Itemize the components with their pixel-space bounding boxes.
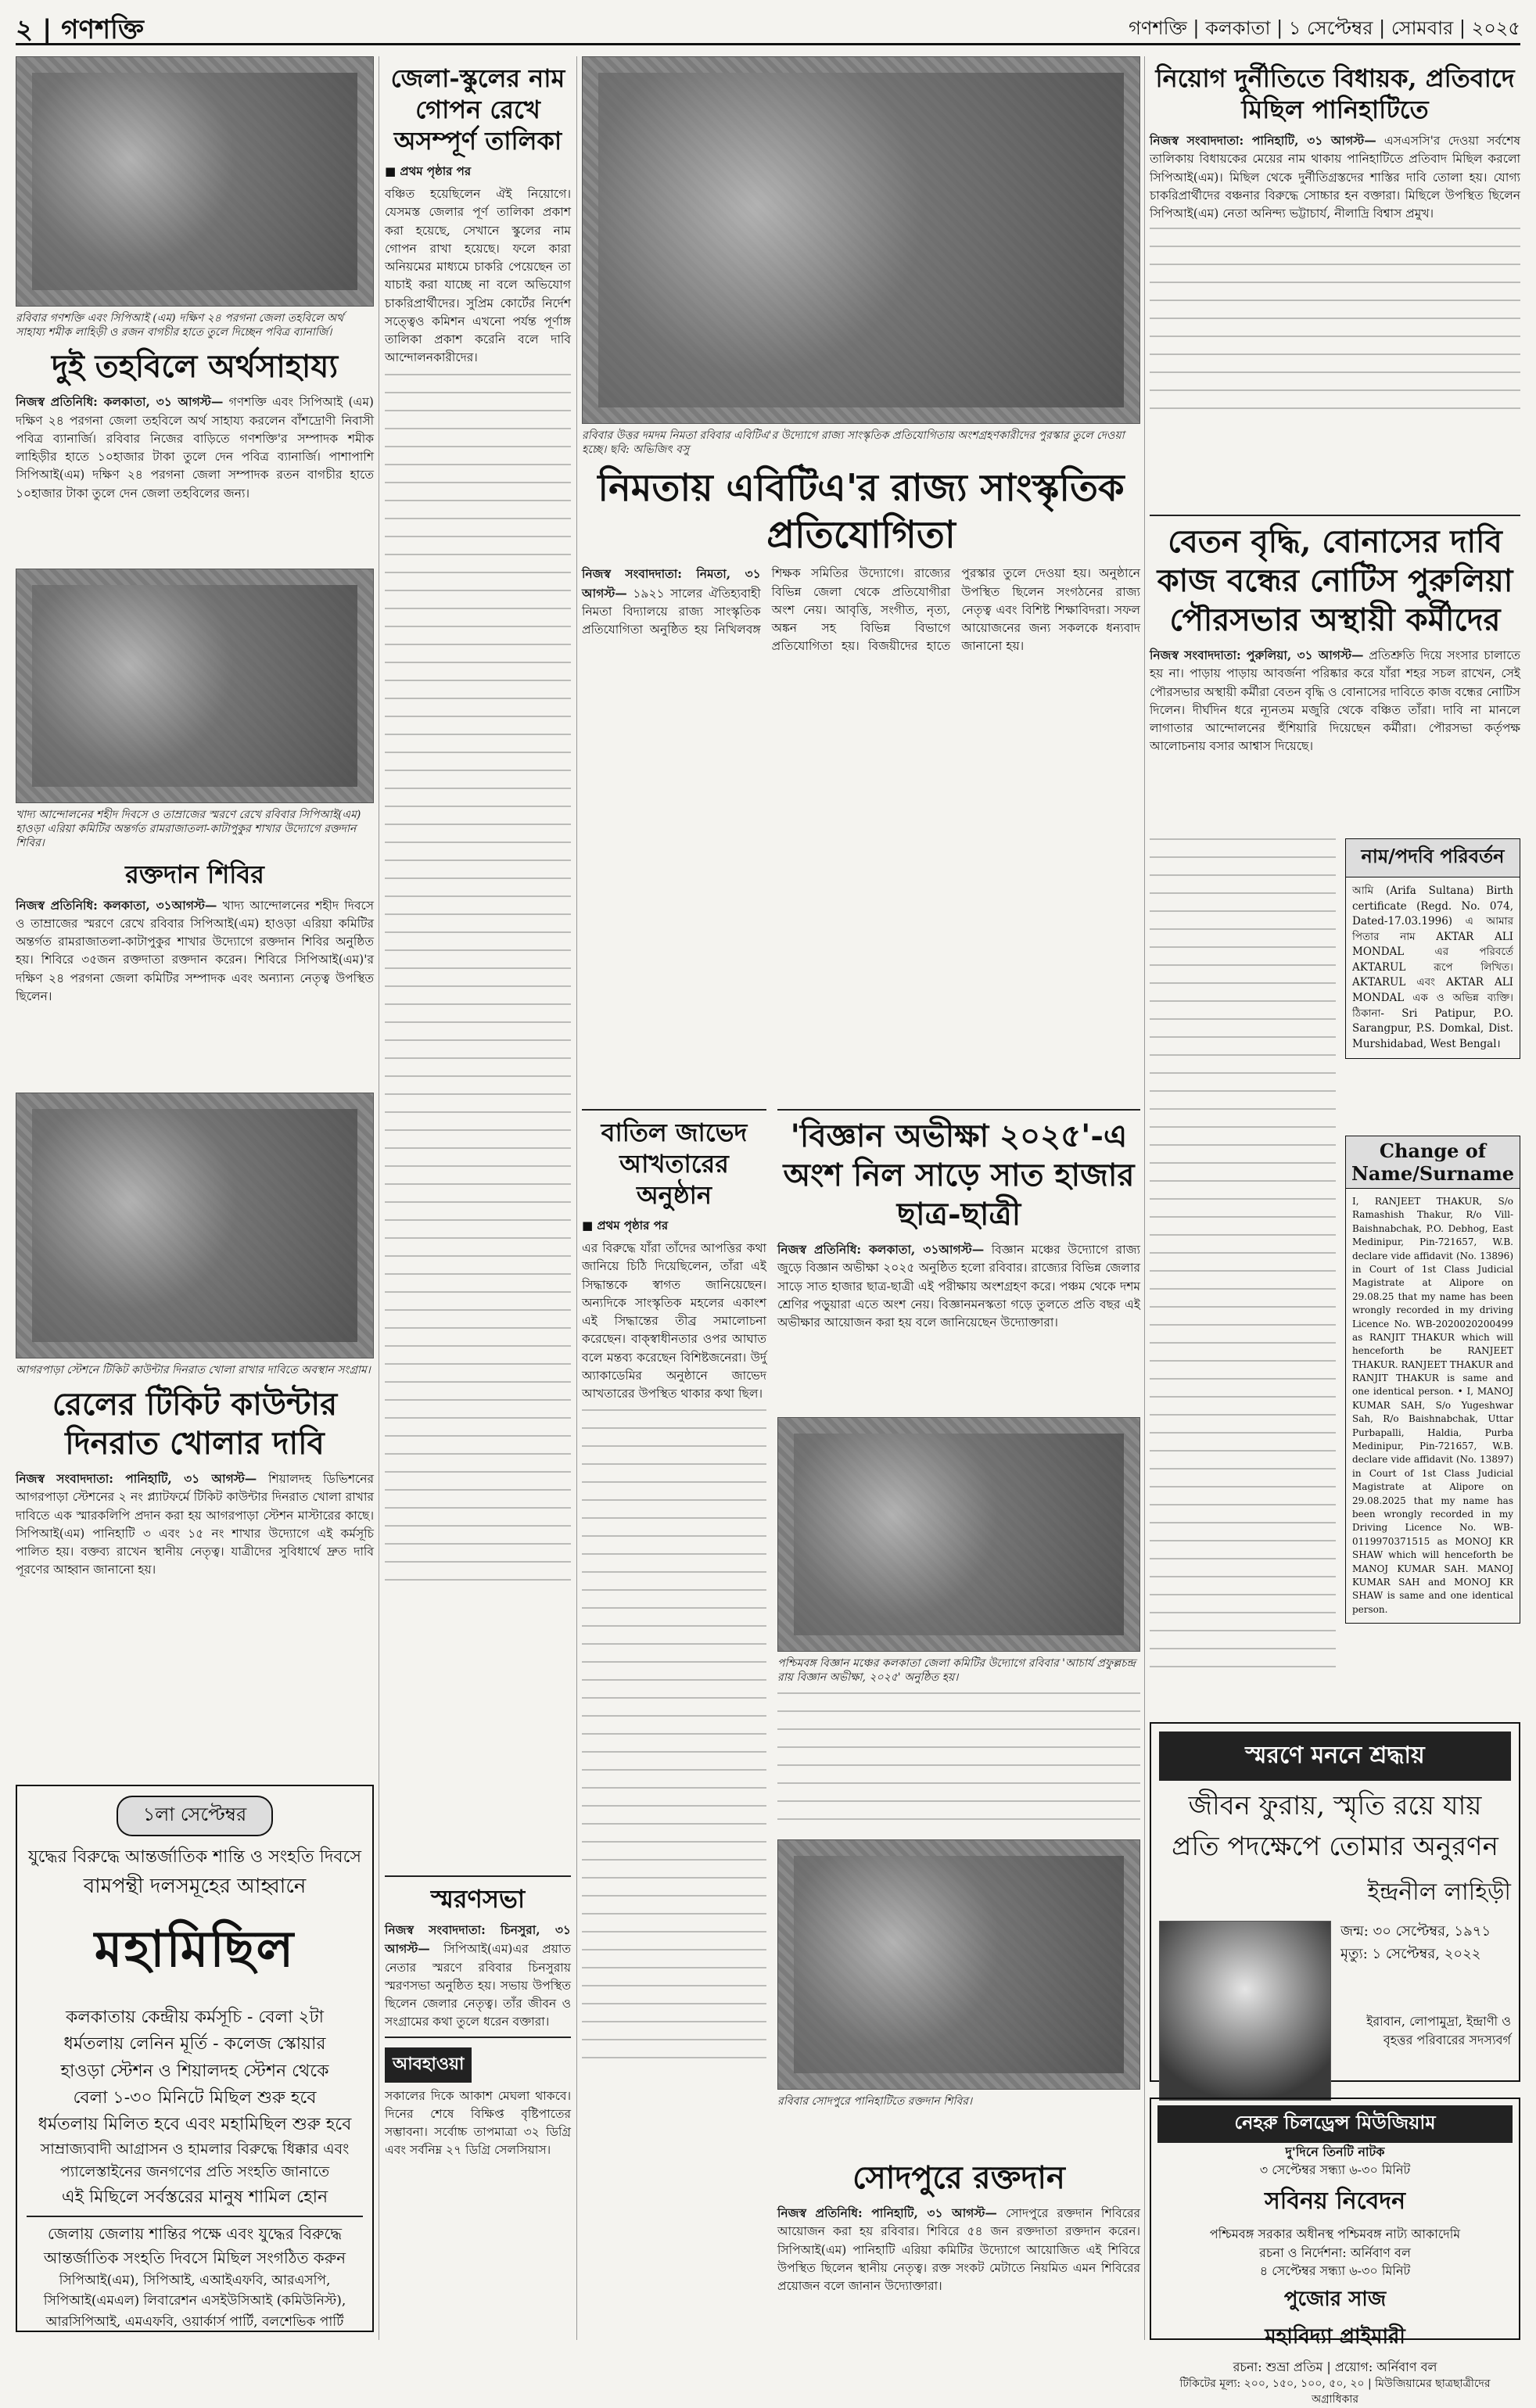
story-text: বিজ্ঞান মঞ্চের উদ্যোগে রাজ্য জুড়ে বিজ্ঞান অভীক্ষা ২০২৫ অনুষ্ঠিত হলো রবিবার। রাজ্যের বিভিন্ন জেলার সাড়ে সাত হাজার ছাত্র-ছাত্রী এই পরীক্ষায় অংশগ্রহণ করে। পঞ্চম থেকে দশম শ্রেণির পড়ুয়ারা এতে অংশ নেয়। বিজ্ঞানমনস্কতা গড়ে তুলতে প্রতি বছর এই অভীক্ষার আয়োজন করা হয় বলে জানিয়েছেন উদ্যোক্তারা। [777,1243,1140,1330]
story-body [16,393,374,503]
story-body [777,2204,1140,2295]
notice-body: আমি (Arifa Sultana) Birth certificate (Regd. No. 074, Dated-17.03.1996) এ আমার পিতার নাম AKTAR ALI MONDAL এর পরিবর্তে AKTARUL রূপে লিখিত। AKTARUL এবং AKTAR ALI MONDAL এক ও অভিন্ন ব্যক্তি। ঠিকানা- Sri Patipur, P.O. Sarangpur, P.S. Domkal, Dist. Murshidabad, West Bengal। [1345,877,1520,1059]
memorial-birth: জন্ম: ৩০ সেপ্টেম্বর, ১৯৭১ [1340,1922,1491,1940]
photo-caption: রবিবার গণশক্তি এবং সিপিআই (এম) দক্ষিণ ২৪ পরগনা জেলা তহবিলে অর্থ সাহায্য শমীক লাহিড়ী ও রজন বাগচীর হাতে তুলে দিচ্ছেন পবিত্র ব্যানার্জি। [16,312,344,339]
weather-body: সকালের দিকে আকাশ মেঘলা থাকবে। দিনের শেষে বিক্ষিপ্ত বৃষ্টিপাতের সম্ভাবনা। সর্বোচ্চ তাপমাত্রা ৩২ ডিগ্রি এবং সর্বনিম্ন ২৭ ডিগ্রি সেলসিয়াস। [385,2088,571,2158]
story-text: সিপিআই(এম)এর প্রয়াত নেতার স্মরণে রবিবার চিনসুরায় স্মরণসভা অনুষ্ঠিত হয়। সভায় উপস্থিত ছিলেন জেলার নেতৃত্ব। তাঁর জীবন ও সংগ্রামের কথা তুলে ধরেন বক্তারা। [385,1942,571,2029]
story-body [1150,646,1520,756]
story-body [16,896,374,1007]
page-number: ২ [16,14,34,45]
theatre-venue: নেহরু চিলড্রেন্স মিউজিয়াম [1157,2105,1513,2143]
ad-title: মহামিছিল [94,1920,296,1979]
photo-caption: রবিবার উত্তর দমদম নিমতা রবিবার এবিটিএ'র উদ্যোগে রাজ্য সাংস্কৃতিক প্রতিযোগিতায় অংশগ্রহণকারীদের পুরস্কার তুলে দেওয়া হচ্ছে। ছবি: অভিজিৎ বসু [582,429,1125,457]
theatre-play-title: পুজোর সাজ [1283,2287,1387,2311]
story-byline: নিজস্ব প্রতিনিধি: কলকাতা, ৩১আগস্ট— [16,897,217,913]
body-text-filler [1150,838,1336,1182]
ad-line: বেলা ১-৩০ মিনিটে মিছিল শুরু হবে [73,2087,317,2108]
story-body [1150,131,1520,223]
continued-marker: ■ প্রথম পৃষ্ঠার পর [582,1218,669,1233]
memorial-poem-line: জীবন ফুরায়, স্মৃতি রয়ে যায় [1188,1790,1482,1821]
body-text-filler [385,374,571,1594]
theatre-line: দু'দিনে তিনটি নাটক [1285,2144,1385,2159]
competition-photo [582,56,1140,424]
body-text-filler [1150,228,1520,415]
column-rule [576,56,577,2340]
memorial-notice [1150,1722,1520,2082]
story-text: শিয়ালদহ ডিভিশনের আগরপাড়া স্টেশনের ২ নং প্ল্যাটফর্মে টিকিট কাউন্টার দিনরাত খোলা রাখার দাবিতে এক স্মারকলিপি প্রদান করা হয় আগরপাড়া স্টেশন মাস্টারের কাছে। সিপিআই(এম) পানিহাটি ৩ এবং ১৫ নং শাখার উদ্যোগে এই কর্মসূচি পালিত হয়। বক্তব্য রাখেন স্থানীয় নেতৃত্ব। যাত্রীদের সুবিধার্থে দ্রুত দাবি পূরণের আহ্বান জানানো হয়। [16,1472,374,1577]
story-byline: নিজস্ব সংবাদদাতা: পানিহাটি, ৩১ আগস্ট— [16,1471,257,1487]
story-headline: নিমতায় এবিটিএ'র রাজ্য সাংস্কৃতিক প্রতিযোগিতা [598,466,1125,558]
theatre-play-title: মহাবিদ্যা প্রাইমারী [1265,2324,1405,2349]
story-headline: সোদপুরে রক্তদান [852,2159,1065,2196]
story-body [582,565,1140,655]
station-photo [16,1093,374,1358]
story-text: সোদপুরে রক্তদান শিবিরের আয়োজন করা হয় রবিবার। শিবিরে ৫৪ জন রক্তদাতা রক্তদান করেন। সিপিআই(এম) পানিহাটি এরিয়া কমিটির উদ্যোগে আয়োজিত এই শিবিরে উপস্থিত ছিলেন স্থানীয় নেতৃত্ব। রক্ত সংকট মেটাতে নিয়মিত এমন শিবিরের প্রয়োজন বলে জানান উদ্যোক্তারা। [777,2206,1140,2293]
theatre-line: ৪ সেপ্টেম্বর সন্ধ্যা ৬-৩০ মিনিট [1259,2263,1411,2278]
donation-photo [16,56,374,307]
photo-caption: আগরপাড়া স্টেশনে টিকিট কাউন্টার দিনরাত খোলা রাখার দাবিতে অবস্থান সংগ্রাম। [16,1364,371,1376]
story-text: ১৯২১ সালের ঐতিহ্যবাহী নিমতা বিদ্যালয়ে রাজ্য সাংস্কৃতিক প্রতিযোগিতা অনুষ্ঠিত হয় নিখিলবঙ্গ শিক্ষক সমিতির উদ্যোগে। রাজ্যের বিভিন্ন জেলা থেকে প্রতিযোগীরা অংশ নেয়। আবৃত্তি, সংগীত, নৃত্য, অঙ্কন সহ বিভিন্ন বিভাগে প্রতিযোগিতা হয়। বিজয়ীদের হাতে পুরস্কার তুলে দেওয়া হয়। অনুষ্ঠানে উপস্থিত ছিলেন সংগঠনের রাজ্য নেতৃত্ব এবং বিশিষ্ট শিক্ষাবিদরা। সফল আয়োজনের জন্য সকলকে ধন্যবাদ জানানো হয়। [582,566,1140,654]
story-headline: বাতিল জাভেদ আখতারের অনুষ্ঠান [601,1118,748,1210]
story-headline: রেলের টিকিট কাউন্টার দিনরাত খোলার দাবি [52,1386,338,1462]
story-headline: বেতন বৃদ্ধি, বোনাসের দাবি কাজ বন্ধের নোটিস পুরুলিয়া পৌরসভার অস্থায়ী কর্মীদের [1157,523,1513,638]
story-body [777,1240,1140,1332]
page-number-and-name: ২ | গণশক্তি [16,14,144,45]
column-rule [1144,56,1145,2340]
story-body: বঞ্চিত হয়েছিলেন ঐই নিয়োগে। যেসমস্ত জেলার পূর্ণ তালিকা প্রকাশ করা হয়েছে, সেখানে স্কুলের নাম গোপন রাখা হয়েছে। ফলে কারা অনিয়মের মাধ্যমে চাকরি পেয়েছেন তা যাচাই করা যাচ্ছে না বলে অভিযোগ চাকরিপ্রার্থীদের। সুপ্রিম কোর্টের নির্দেশ সত্ত্বেও কমিশন এখনো পর্যন্ত পূর্ণাঙ্গ তালিকা প্রকাশ করেনি বলে দাবি আন্দোলনকারীদের। [385,187,571,365]
ad-line: বামপন্থী দলসমূহের আহ্বানে [83,1875,307,1899]
story-body: এর বিরুদ্ধে যাঁরা তাঁদের আপত্তির কথা জানিয়ে চিঠি দিয়েছিলেন, তাঁরা এই সিদ্ধান্তকে স্বাগত জানিয়েছেন। অন্যদিকে সাংস্কৃতিক মহলের একাংশ এই সিদ্ধান্তের তীব্র সমালোচনা করেছেন। বাক্‌স্বাধীনতার ওপর আঘাত বলে মন্তব্য করেছেন বিশিষ্টজনেরা। উর্দু অ্যাকাডেমির অনুষ্ঠানে জাভেদ আখতারের উপস্থিত থাকার কথা ছিল। [582,1241,766,1401]
theatre-line: ৩ সেপ্টেম্বর সন্ধ্যা ৬-৩০ মিনিট [1259,2162,1411,2178]
story-byline: নিজস্ব প্রতিনিধি: কলকাতা, ৩১ আগস্ট— [16,394,224,410]
column-3 [582,56,1140,2340]
notice-title: Change of Name/Surname [1345,1136,1520,1189]
memorial-death: মৃত্যু: ১ সেপ্টেম্বর, ২০২২ [1340,1945,1481,1962]
story-headline: 'বিজ্ঞান অভীক্ষা ২০২৫'-এ অংশ নিল সাড়ে সাত হাজার ছাত্র-ছাত্রী [783,1118,1135,1233]
theatre-line: রচনা: শুভ্রা প্রতিম | প্রয়োগ: অর্নিবাণ বল [1233,2359,1437,2374]
column-4 [1150,56,1521,2406]
ad-line: সাম্রাজ্যবাদী আগ্রাসন ও হামলার বিরুদ্ধে ধিক্কার এবং প্যালেস্তাইনের জনগণের প্রতি সংহতি জানাতে [40,2140,350,2181]
science-test-photo [777,1417,1140,1652]
memorial-portrait [1159,1921,1331,2101]
photo-caption: খাদ্য আন্দোলনের শহীদ দিবসে ও তাম্রাজের স্মরণে রেখে রবিবার সিপিআই(এম) হাওড়া এরিয়া কমিটির অন্তর্গত রামরাজাতলা-কাটাপুকুর শাখার উদ্যোগে রক্তদান শিবির। [16,809,361,850]
story-body [16,1470,374,1580]
story-headline: নিয়োগ দুর্নীতিতে বিধায়ক, প্রতিবাদে মিছিল পানিহাটিতে [1155,63,1515,124]
continued-marker: ■ প্রথম পৃষ্ঠার পর [385,164,472,178]
story-byline: নিজস্ব সংবাদদাতা: চিনসুরা, ৩১ আগস্ট— [385,1922,571,1957]
sodepur-photo [777,1839,1140,2090]
photo-caption: রবিবার সোদপুরে পানিহাটিতে রক্তদান শিবির। [777,2095,972,2108]
weather-title: আবহাওয়া [385,2047,472,2083]
body-text-filler [582,1409,766,2074]
blood-donation-photo [16,569,374,803]
notice-body: I, RANJEET THAKUR, S/o Ramashish Thakur, R/o Vill-Baishnabchak, P.O. Debhog, East Medinipur, Pin-721657, W.B. declare vide affidavit (No. 13896) in Court of 1st Class Judicial Magistrate at Alipore on 29.08.25 that my name has been wrongly recorded in my driving Licence No. WB-2020020200499 as RANJIT THAKUR which will henceforth be RANJEET THAKUR. RANJEET THAKUR and RANJIT THAKUR is same and one identical person. • I, MANOJ KUMAR SAH, S/o Yugeshwar Sah, R/o Baishnabchak, Uttar Purbapalli, Haldia, Purba Medinipur, Pin-721657, W.B. declare vide affidavit (No. 13897) in Court of 1st Class Judicial Magistrate at Alipore on 29.08.2025 that my name has been wrongly recorded in my Driving Licence No. WB-0119970371515 as MONOJ KR SHAW which will henceforth be MANOJ KUMAR SAH. MANOJ KUMAR SAH and MONOJ KR SHAW is same and one identical person. [1345,1189,1520,1624]
ad-line: এই মিছিলে সর্বস্তরের মানুষ শামিল হোন [61,2187,328,2207]
memorial-poem-line: প্রতি পদক্ষেপে তোমার অনুরণন [1172,1830,1498,1862]
ad-date-badge: ১লা সেপ্টেম্বর [117,1796,273,1836]
body-text-filler [1150,1198,1336,1667]
rally-advertisement [16,1785,374,2332]
column-1 [16,56,374,2340]
memorial-family: ইরাবান, লোপামুদ্রা, ইন্দ্রাণী ও বৃহত্তর পরিবারের সদস্যবর্গ [1366,2014,1511,2048]
story-headline: রক্তদান শিবির [125,859,264,889]
story-headline: স্মরণসভা [430,1884,526,1914]
story-headline: দুই তহবিলে অর্থসাহায্য [51,348,339,386]
ad-line: ধর্মতলায় লেনিন মূর্তি - কলেজ স্কোয়ার [63,2034,326,2055]
story-text: গণশক্তি এবং সিপিআই (এম) দক্ষিণ ২৪ পরগনা জেলা তহবিলে অর্থ সাহায্য করলেন বাঁশদ্রোণী নিবাসী পবিত্র ব্যানার্জি। রবিবার নিজের বাড়িতে গণশক্তি'র সম্পাদক শমীক লাহিড়ীর হাতে ১০হাজার টাকা তুলে দেন পবিত্র ব্যানার্জি। পাশাপাশি সিপিআই(এম) দক্ষিণ ২৪ পরগনা জেলা সম্পাদক রতন বাগচীর হাতে ১০হাজার টাকা তুলে দেন জেলা তহবিলের জন্য। [16,395,374,501]
story-byline: নিজস্ব সংবাদদাতা: পানিহাটি, ৩১ আগস্ট— [1150,133,1376,148]
theatre-line: টিকিটের মূল্য: ২০০, ১৫০, ১০০, ৫০, ২০ | মিউজিয়ামের ছাত্রছাত্রীদের অগ্রাধিকার [1179,2377,1491,2406]
memorial-name: ইন্দ্রনীল লাহিড়ী [1367,1878,1511,1906]
ad-line: যুদ্ধের বিরুদ্ধে আন্তর্জাতিক শান্তি ও সংহতি দিবসে [27,1847,362,1867]
theatre-line: রচনা ও নির্দেশনা: অর্নিবাণ বল [1259,2245,1411,2260]
masthead [16,6,1520,45]
photo-caption: পশ্চিমবঙ্গ বিজ্ঞান মঞ্চের কলকাতা জেলা কমিটির উদ্যোগে রবিবার 'আচার্য প্রফুল্লচন্দ্র রায় বিজ্ঞান অভীক্ষা, ২০২৫' অনুষ্ঠিত হয়। [777,1657,1136,1685]
notice-title: নাম/পদবি পরিবর্তন [1345,838,1520,877]
masthead-dateline: গণশক্তি | কলকাতা | ১ সেপ্টেম্বর | সোমবার | ২০২৫ [1129,17,1520,39]
story-headline: জেলা-স্কুলের নাম গোপন রেখে অসম্পূর্ণ তালিকা [390,63,565,156]
theatre-line: পশ্চিমবঙ্গ সরকার অধীনস্থ পশ্চিমবঙ্গ নাট্য আকাদেমি [1209,2227,1461,2242]
theatre-advertisement [1150,2098,1520,2406]
story-text: খাদ্য আন্দোলনের শহীদ দিবসে ও তাম্রাজের স্মরণে রেখে রবিবার সিপিআই(এম) হাওড়া এরিয়া কমিটির অন্তর্গত রামরাজাতলা-কাটাপুকুর শাখার উদ্যোগে রক্তদান শিবির অনুষ্ঠিত হয়। শিবিরে ৩৫জন রক্তদাতা রক্তদান করেন। শিবিরে সিপিআই(এম)'র দক্ষিণ ২৪ পরগনা জেলা কমিটির সম্পাদক এবং অন্যান্য নেতৃত্ব উপস্থিত ছিলেন। [16,898,374,1003]
ad-line: জেলায় জেলায় শান্তির পক্ষে এবং যুদ্ধের বিরুদ্ধে আন্তর্জাতিক সংহতি দিবসে মিছিল সংগঠিত করুন [43,2223,346,2267]
ad-line: ধর্মতলায় মিলিত হবে এবং মহামিছিল শুরু হবে [38,2114,352,2134]
paper-name: গণশক্তি [61,14,144,45]
memorial-title: স্মরণে মননে শ্রদ্ধায় [1159,1732,1511,1781]
story-byline: নিজস্ব প্রতিনিধি: পানিহাটি, ৩১ আগস্ট— [777,2205,997,2220]
theatre-play-title: সবিনয় নিবেদন [1264,2187,1406,2216]
column-2 [385,56,571,2340]
story-text: প্রতিশ্রুতি দিয়ে সংসার চালাতে হয় না। পাড়ায় পাড়ায় আবর্জনা পরিষ্কার করে যাঁরা শহর সচল রাখেন, সেই পৌরসভার অস্থায়ী কর্মীরা বেতন বৃদ্ধি ও বোনাসের দাবিতে কাজ বন্ধের নোটিস দিলেন। দীর্ঘদিন ধরে ন্যূনতম মজুরি থেকে বঞ্চিত তাঁরা। দাবি না মানলে লাগাতার আন্দোলনের হুঁশিয়ারি দিয়েছেন কর্মীরা। পৌরসভা কর্তৃপক্ষ আলোচনায় বসার আশ্বাস দিয়েছে। [1150,648,1520,754]
story-byline: নিজস্ব সংবাদদাতা: নিমতা, ৩১ আগস্ট— [582,566,761,601]
story-byline: নিজস্ব প্রতিনিধি: কলকাতা, ৩১আগস্ট— [777,1242,985,1257]
story-body [385,1921,571,2032]
ad-line: হাওড়া স্টেশন ও শিয়ালদহ স্টেশন থেকে [60,2061,329,2081]
body-text-filler [777,1692,1140,1833]
story-text: এসএসসি'র দেওয়া সর্বশেষ তালিকায় বিধায়কের মেয়ের নাম থাকায় পানিহাটিতে প্রতিবাদ মিছিল করলো সিপিআই(এম)। মিছিল থেকে দুর্নীতিগ্রস্তদের শাস্তির দাবি তোলা হয়। যোগ্য চাকরিপ্রার্থীদের বঞ্চনার বিরুদ্ধে সোচ্চার হন বক্তারা। মিছিলে উপস্থিত ছিলেন সিপিআই(এম) নেতা অনিন্দ্য ভট্টাচার্য, নীলাদ্রি বিশ্বাস প্রমুখ। [1150,134,1521,221]
ad-signatories: সিপিআই(এম), সিপিআই, এআইএফবি, আরএসপি, সিপিআই(এমএল) লিবারেশন এসইউসিআই (কমিউনিস্ট), আরসিপিআই, এমএফবি, ওয়ার্কার্স পার্টি, বলশেভিক পার্টি [43,2272,346,2330]
story-byline: নিজস্ব সংবাদদাতা: পুরুলিয়া, ৩১ আগস্ট— [1150,648,1364,662]
ad-line: কলকাতায় কেন্দ্রীয় কর্মসূচি - বেলা ২টা [65,2008,325,2028]
